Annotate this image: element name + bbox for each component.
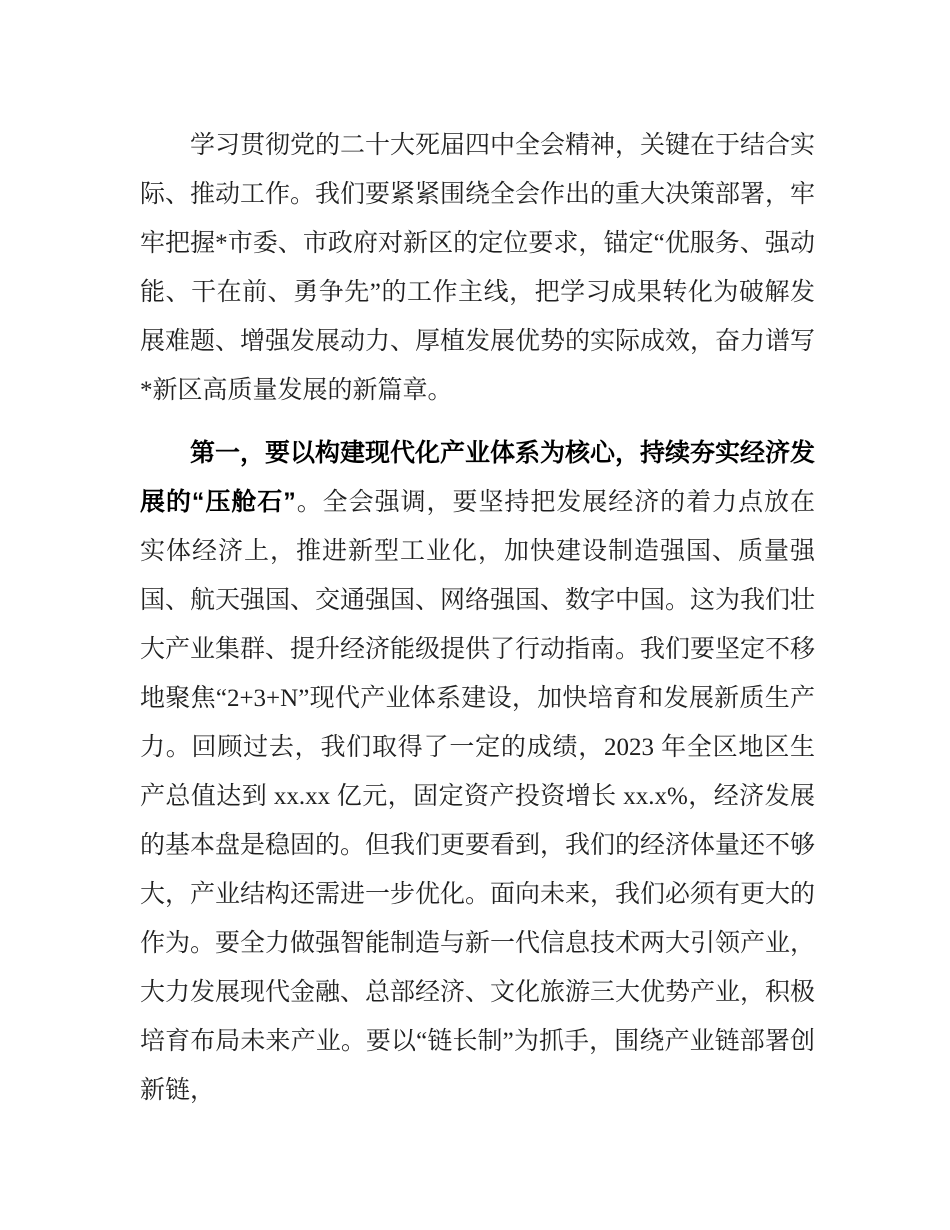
point-one-paragraph	[140, 429, 815, 1115]
point-one-bold-heading: 第一，要以构建现代化产业体系为核心，持续夯实经济发展的“压舱石”	[140, 439, 816, 516]
intro-paragraph-text: 学习贯彻党的二十大死届四中全会精神，关键在于结合实际、推动工作。我们要紧紧围绕全会作出的重大决策部署，牢牢把握*市委、市政府对新区的定位要求，锚定“优服务、强动能、干在前、勇争先”的工作主线，把学习成果转化为破解发展难题、增强发展动力、厚植发展优势的实际成效，奋力谱写*新区高质量发展的新篇章。	[140, 132, 816, 404]
point-one-body-text: 。全会强调，要坚持把发展经济的着力点放在实体经济上，推进新型工业化，加快建设制造强国、质量强国、航天强国、交通强国、网络强国、数字中国。这为我们壮大产业集群、提升经济能级提供了行动指南。我们要坚定不移地聚焦“2+3+N”现代产业体系建设，加快培育和发展新质生产力。回顾过去，我们取得了一定的成绩，2023 年全区地区生产总值达到 xx.xx 亿元，固定资产投资增长 xx.x%，经济发展的基本盘是稳固的。但我们更要看到，我们的经济体量还不够大，产业结构还需进一步优化。面向未来，我们必须有更大的作为。要全力做强智能制造与新一代信息技术两大引领产业，大力发展现代金融、总部经济、文化旅游三大优势产业，积极培育布局未来产业。要以“链长制”为抓手，围绕产业链部署创新链，	[140, 489, 816, 1104]
intro-paragraph	[140, 121, 815, 415]
